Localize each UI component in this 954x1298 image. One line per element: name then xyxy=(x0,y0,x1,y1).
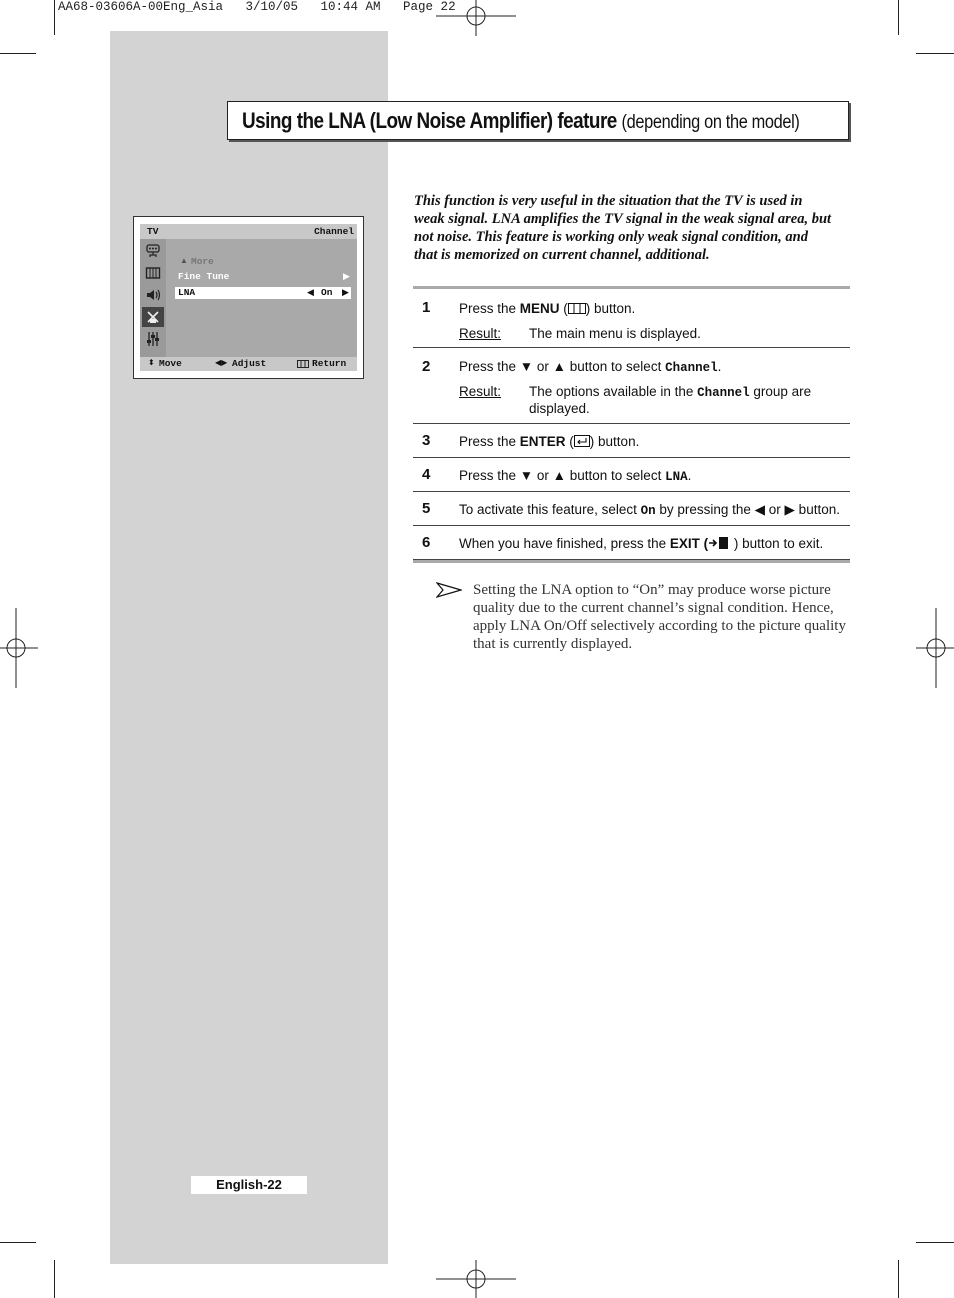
tv-menu-illustration xyxy=(133,216,364,379)
exit-icon xyxy=(708,536,730,550)
step-number: 1 xyxy=(422,299,431,316)
step-number: 4 xyxy=(422,466,431,483)
steps-table xyxy=(413,286,850,563)
step-number: 5 xyxy=(422,500,431,517)
tv-menu-header xyxy=(140,224,357,239)
tv-menu-item-lna: LNA xyxy=(178,287,196,298)
tv-menu-item-more: More xyxy=(191,256,214,267)
registration-mark-icon xyxy=(436,0,516,36)
registration-mark-icon xyxy=(0,608,38,688)
step-number: 6 xyxy=(422,534,431,551)
intro-paragraph: This function is very useful in the situation that the TV is used in weak signal. LNA amplifies the TV signal in the weak signal area, but not noise. This feature is working only weak signal condition, and that is memorized on current channel, additional. xyxy=(414,193,832,263)
tv-right-arrow-icon: ▶ xyxy=(342,287,349,297)
tv-up-arrow-icon: ▲ xyxy=(180,256,188,265)
step-text: To activate this feature, select On by pressing the ◀ or ▶ button. xyxy=(459,502,840,518)
crop-mark xyxy=(0,1242,36,1243)
step-text: Press the ▼ or ▲ button to select LNA. xyxy=(459,468,692,484)
menu-icon xyxy=(568,303,586,314)
step-row xyxy=(413,458,850,492)
setup-icon xyxy=(142,329,164,349)
picture-icon xyxy=(142,263,164,283)
tv-menu-name: Channel xyxy=(314,226,354,237)
tv-footer-return: Return xyxy=(312,358,347,369)
step-text: Press the ENTER ( ) button. xyxy=(459,434,640,449)
step-row xyxy=(413,424,850,458)
note-arrow-icon xyxy=(436,582,462,598)
result-text: The main menu is displayed. xyxy=(529,326,701,341)
step-text: When you have finished, press the EXIT ( ) button to exit. xyxy=(459,536,824,551)
menu-icon xyxy=(297,360,309,368)
tv-footer-adjust: Adjust xyxy=(232,358,267,369)
bottom-rule xyxy=(413,560,850,563)
note-text: Setting the LNA option to “On” may produce worse picture quality due to the current channel’s signal condition. Hence, apply LNA On/Off selectively according to the picture quality that is currently displayed. xyxy=(473,582,846,652)
enter-icon xyxy=(574,435,590,447)
step-number: 2 xyxy=(422,358,431,375)
adjust-arrows-icon: ◀▶ xyxy=(215,358,228,367)
step-row xyxy=(413,526,850,560)
step-row xyxy=(413,492,850,526)
page-title xyxy=(227,101,849,140)
step-text: Press the ▼ or ▲ button to select Channel. xyxy=(459,359,722,375)
input-icon xyxy=(142,241,164,261)
crop-mark xyxy=(916,1242,954,1243)
title-sub-text: (depending on the model) xyxy=(621,111,800,133)
print-header: AA68-03606A-00Eng_Asia 3/10/05 10:44 AM Page 22 xyxy=(58,0,456,14)
title-main-text: Using the LNA (Low Noise Amplifier) feature xyxy=(242,107,617,133)
tv-right-arrow-icon: ▶ xyxy=(343,271,350,281)
step-row xyxy=(413,348,850,424)
step-text: Press the MENU ( ) button. xyxy=(459,301,636,316)
crop-mark xyxy=(0,53,36,54)
result-label: Result: xyxy=(459,326,502,341)
crop-mark xyxy=(898,0,899,35)
page-number-label: English-22 xyxy=(191,1176,307,1194)
registration-mark-icon xyxy=(916,608,954,688)
tv-screen xyxy=(140,224,357,371)
crop-mark xyxy=(54,0,55,35)
tv-left-arrow-icon: ◀ xyxy=(307,287,314,297)
channel-icon xyxy=(142,307,164,327)
tv-menu-item-fine-tune: Fine Tune xyxy=(178,271,230,282)
tv-footer-move: Move xyxy=(159,358,182,369)
tv-icon-column xyxy=(140,239,166,357)
result-label: Result: xyxy=(459,384,502,399)
result-text: The options available in the Channel group are displayed. xyxy=(529,384,812,416)
tv-label: TV xyxy=(147,226,159,237)
crop-mark xyxy=(54,1260,55,1298)
step-row xyxy=(413,289,850,348)
move-arrows-icon: ⬍ xyxy=(148,358,155,367)
tv-menu-item-lna-row xyxy=(175,287,351,299)
crop-mark xyxy=(898,1260,899,1298)
tv-lna-value: On xyxy=(321,287,333,298)
crop-mark xyxy=(916,53,954,54)
registration-mark-icon xyxy=(436,1260,516,1298)
sound-icon xyxy=(142,285,164,305)
step-number: 3 xyxy=(422,432,431,449)
tv-menu-footer xyxy=(140,357,357,371)
